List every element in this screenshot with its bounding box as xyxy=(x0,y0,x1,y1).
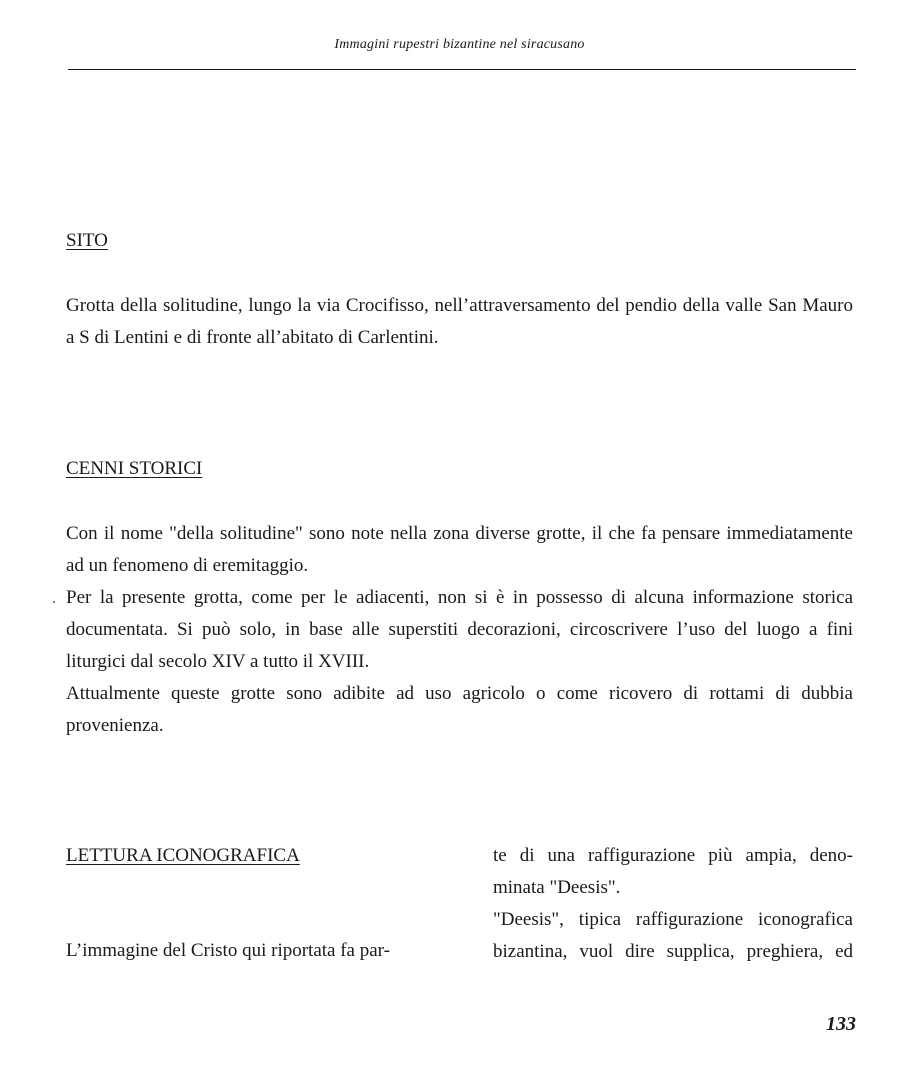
sito-paragraph xyxy=(66,290,853,354)
page-number: 133 xyxy=(826,1013,856,1035)
left-column-text: L’immagine del Cristo qui riportata fa par- xyxy=(66,940,390,961)
header-rule xyxy=(68,69,856,70)
right-column-line: minata "Deesis". xyxy=(493,877,621,898)
section-heading-lettura-iconografica: LETTURA ICONOGRAFICA xyxy=(66,845,300,866)
right-column xyxy=(493,840,853,968)
right-column-line: "Deesis", tipica raffigurazione iconografica xyxy=(493,909,853,930)
cenni-paragraph-2: Per la presente grotta, come per le adiacenti, non si è in possesso di alcuna informazione storica documentata. Si può solo, in base alle superstiti decorazioni, circoscrivere l’uso del luogo a fini liturgici dal secolo XIV a tutto il XVIII. xyxy=(66,587,853,672)
cenni-storici-body xyxy=(66,518,853,742)
margin-dot xyxy=(53,601,55,603)
right-column-line: bizantina, vuol dire supplica, preghiera, ed xyxy=(493,941,853,962)
cenni-paragraph-3: Attualmente queste grotte sono adibite ad uso agricolo o come ricovero di rottami di dubbia provenienza. xyxy=(66,683,853,736)
cenni-paragraph-1: Con il nome "della solitudine" sono note nella zona diverse grotte, il che fa pensare immediatamente ad un fenomeno di eremitaggio. xyxy=(66,523,853,576)
right-column-line: te di una raffigurazione più ampia, deno- xyxy=(493,845,853,866)
section-heading-sito: SITO xyxy=(66,230,108,251)
section-heading-cenni-storici: CENNI STORICI xyxy=(66,458,203,479)
running-header: Immagini rupestri bizantine nel siracusano xyxy=(334,37,585,52)
sito-text: Grotta della solitudine, lungo la via Crocifisso, nell’attraversamento del pendio della valle San Mauro a S di Lentini e di fronte all’abitato di Carlentini. xyxy=(66,295,853,348)
